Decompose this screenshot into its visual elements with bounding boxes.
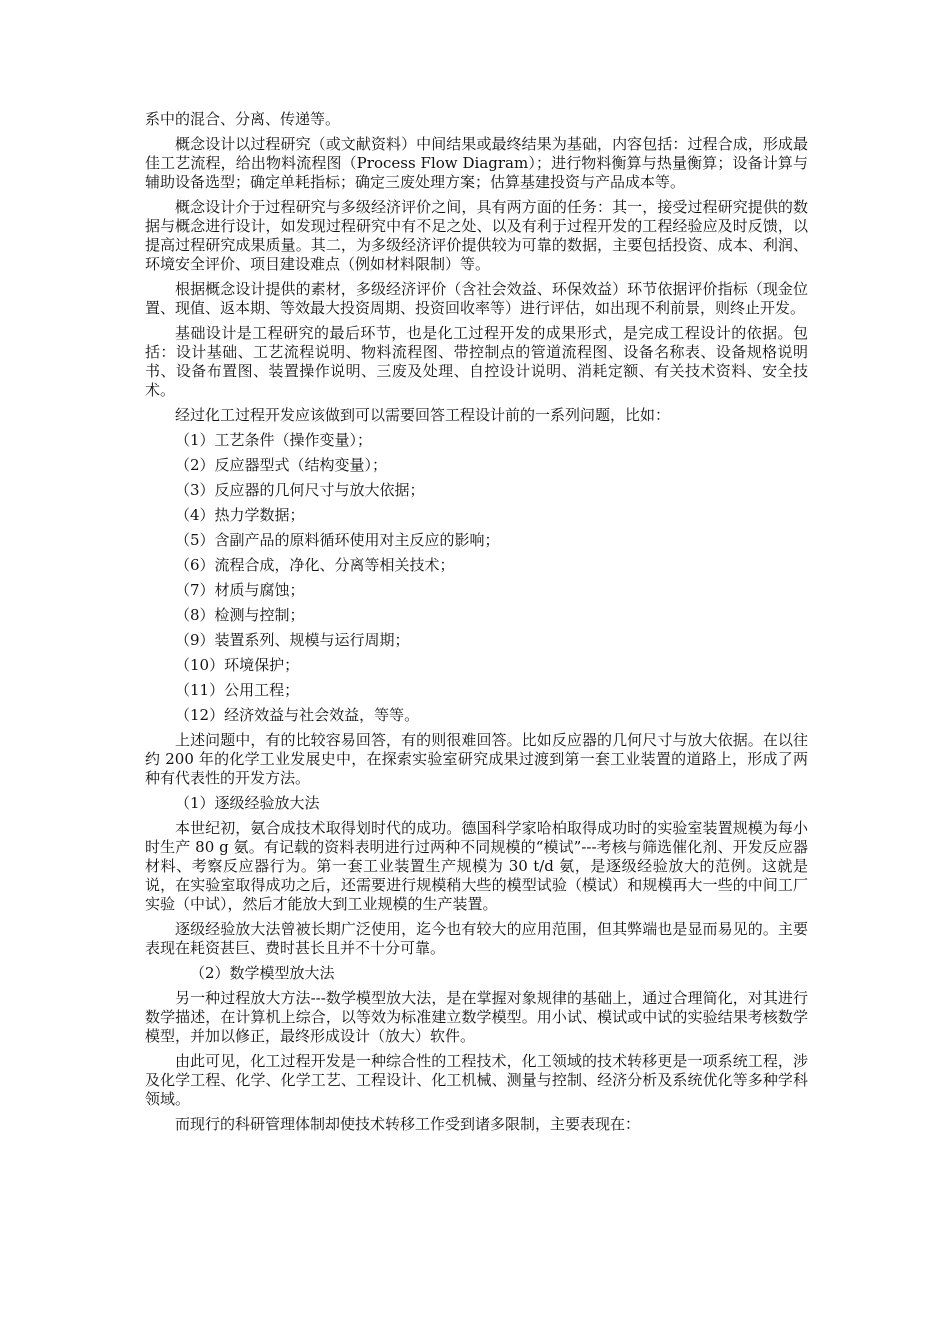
question-item: （4）热力学数据； [175,506,305,524]
paragraph-systems-engineering: 由此可见，化工过程开发是一种综合性的工程技术，化工领域的技术转移更是一项系统工程，涉及化学工程、化学、化学工艺、工程设计、化工机械、测量与控制、经济分析及系统优化等多种学科领域。 [145,1052,808,1108]
question-item: （3）反应器的几何尺寸与放大依据； [175,481,425,499]
question-item: （12）经济效益与社会效益，等等。 [175,706,420,724]
question-item: （8）检测与控制； [175,606,305,624]
paragraph-math-model: 另一种过程放大方法---数学模型放大法，是在掌握对象规律的基础上，通过合理简化，对其进行数学描述，在计算机上综合，以等效为标准建立数学模型。用小试、模试或中试的实验结果考核数学模型，并加以修正，最终形成设计（放大）软件。 [145,989,808,1045]
paragraph-empirical-drawbacks: 逐级经验放大法曾被长期广泛使用，迄今也有较大的应用范围，但其弊端也是显而易见的。主要表现在耗资甚巨、费时甚长且并不十分可靠。 [145,920,808,957]
paragraph-economic-evaluation: 根据概念设计提供的素材，多级经济评价（含社会效益、环保效益）环节依据评价指标（现金位置、现值、返本期、等效最大投资周期、投资回收率等）进行评估，如出现不利前景，则终止开发。 [145,280,808,317]
method-heading-empirical-scaleup: （1）逐级经验放大法 [175,794,320,812]
question-item: （10）环境保护； [175,656,300,674]
paragraph-two-methods: 上述问题中，有的比较容易回答，有的则很难回答。比如反应器的几何尺寸与放大依据。在以往约 200 年的化学工业发展史中，在探索实验室研究成果过渡到第一套工业装置的道路上，形成了两种有代表性的开发方法。 [145,731,808,787]
question-item: （6）流程合成，净化、分离等相关技术； [175,556,455,574]
question-item: （2）反应器型式（结构变量）； [175,456,388,474]
paragraph-ammonia-synthesis: 本世纪初，氨合成技术取得划时代的成功。德国科学家哈柏取得成功时的实验室装置规模为每小时生产 80 g 氨。有记载的资料表明进行过两种不同规模的“模试”---考核与筛选催化剂、开发反应器材料、考察反应器行为。第一套工业装置生产规模为 30 t/d 氨，是逐级经验放大的范例。这就是说，在实验室取得成功之后，还需要进行规模稍大些的模型试验（模试）和规模再大一些的中间工厂实验（中试），然后才能放大到工业规模的生产装置。 [145,819,808,913]
paragraph-concept-design-content: 概念设计以过程研究（或文献资料）中间结果或最终结果为基础，内容包括：过程合成，形成最佳工艺流程，给出物料流程图（Process Flow Diagram）；进行物料衡算与热量衡算；设备计算与辅助设备选型；确定单耗指标；确定三废处理方案；估算基建投资与产品成本等。 [145,135,808,191]
question-item: （1）工艺条件（操作变量）； [175,431,373,449]
paragraph-management-limits: 而现行的科研管理体制却使技术转移工作受到诸多限制，主要表现在： [175,1115,641,1133]
paragraph-concept-design-tasks: 概念设计介于过程研究与多级经济评价之间，具有两方面的任务：其一，接受过程研究提供的数据与概念进行设计，如发现过程研究中有不足之处、以及有利于过程开发的工程经验应及时反馈，以提高过程研究成果质量。其二，为多级经济评价提供较为可靠的数据，主要包括投资、成本、利润、环境安全评价、项目建设难点（例如材料限制）等。 [145,198,808,273]
paragraph-questions-intro: 经过化工过程开发应该做到可以需要回答工程设计前的一系列问题，比如： [175,406,671,424]
paragraph-basic-design: 基础设计是工程研究的最后环节，也是化工过程开发的成果形式，是完成工程设计的依据。包括：设计基础、工艺流程说明、物料流程图、带控制点的管道流程图、设备名称表、设备规格说明书、设备布置图、装置操作说明、三废及处理、自控设计说明、消耗定额、有关技术资料、安全技术。 [145,324,808,399]
question-item: （5）含副产品的原料循环使用对主反应的影响； [175,531,500,549]
document-body [145,110,808,1140]
opening-fragment: 系中的混合、分离、传递等。 [145,110,341,128]
question-item: （7）材质与腐蚀； [175,581,305,599]
question-item: （11）公用工程； [175,681,300,699]
question-item: （9）装置系列、规模与运行周期； [175,631,410,649]
method-heading-math-model-scaleup: （2）数学模型放大法 [190,964,335,982]
